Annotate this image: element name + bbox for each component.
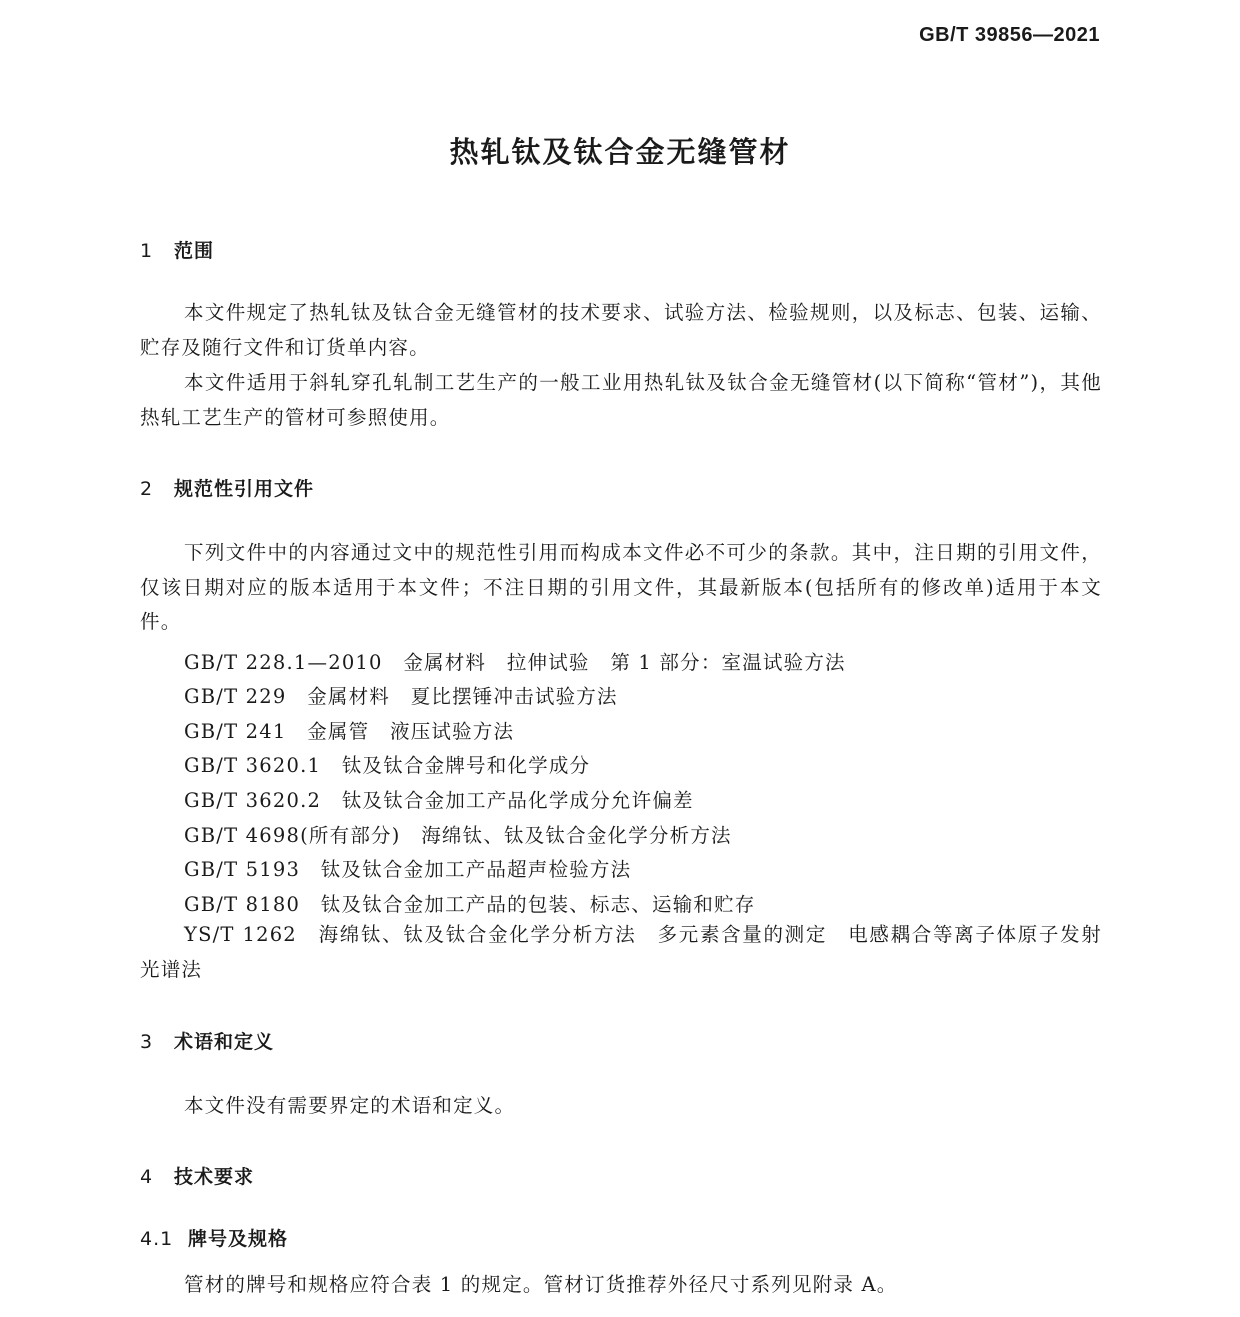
reference-item: GB/T 229 金属材料 夏比摆锤冲击试验方法 — [184, 685, 618, 708]
reference-item: GB/T 5193 钛及钛合金加工产品超声检验方法 — [184, 858, 632, 881]
section-number: 3 — [140, 1031, 154, 1053]
section-title: 牌号及规格 — [188, 1228, 289, 1250]
section-4-heading — [140, 1162, 254, 1189]
section-1-paragraph-1: 本文件规定了热轧钛及钛合金无缝管材的技术要求、试验方法、检验规则，以及标志、包装、运输、贮存及随行文件和订货单内容。 — [140, 301, 1102, 359]
reference-item: GB/T 3620.2 钛及钛合金加工产品化学成分允许偏差 — [184, 789, 694, 812]
subsection-4-1-paragraph: 管材的牌号和规格应符合表 1 的规定。管材订货推荐外径尺寸系列见附录 A。 — [184, 1273, 898, 1296]
section-3-paragraph: 本文件没有需要界定的术语和定义。 — [184, 1094, 516, 1117]
section-title: 范围 — [174, 240, 215, 262]
subsection-4-1-heading — [140, 1224, 288, 1251]
section-3-heading — [140, 1027, 274, 1054]
section-title: 术语和定义 — [174, 1031, 275, 1053]
section-1-heading — [140, 236, 214, 263]
section-2-intro: 下列文件中的内容通过文中的规范性引用而构成本文件必不可少的条款。其中，注日期的引用文件，仅该日期对应的版本适用于本文件；不注日期的引用文件，其最新版本(包括所有的修改单)适用于本文件。 — [140, 541, 1102, 633]
standard-code: GB/T 39856—2021 — [919, 24, 1100, 46]
section-1-paragraph-2: 本文件适用于斜轧穿孔轧制工艺生产的一般工业用热轧钛及钛合金无缝管材(以下简称“管材”)，其他热轧工艺生产的管材可参照使用。 — [140, 371, 1102, 429]
reference-item: GB/T 228.1—2010 金属材料 拉伸试验 第 1 部分：室温试验方法 — [184, 651, 846, 674]
section-2-heading — [140, 474, 314, 501]
section-number: 1 — [140, 240, 154, 262]
section-title: 规范性引用文件 — [174, 478, 315, 500]
reference-item: GB/T 8180 钛及钛合金加工产品的包装、标志、运输和贮存 — [184, 893, 756, 916]
reference-item: GB/T 3620.1 钛及钛合金牌号和化学成分 — [184, 754, 591, 777]
section-number: 4.1 — [140, 1228, 174, 1250]
reference-item: GB/T 4698(所有部分) 海绵钛、钛及钛合金化学分析方法 — [184, 824, 732, 847]
reference-item: GB/T 241 金属管 液压试验方法 — [184, 720, 515, 743]
document-title: 热轧钛及钛合金无缝管材 — [449, 135, 791, 169]
section-number: 2 — [140, 478, 154, 500]
reference-item: YS/T 1262 海绵钛、钛及钛合金化学分析方法 多元素含量的测定 电感耦合等离子体原子发射光谱法 — [140, 923, 1102, 981]
section-number: 4 — [140, 1166, 154, 1188]
section-title: 技术要求 — [174, 1166, 255, 1188]
